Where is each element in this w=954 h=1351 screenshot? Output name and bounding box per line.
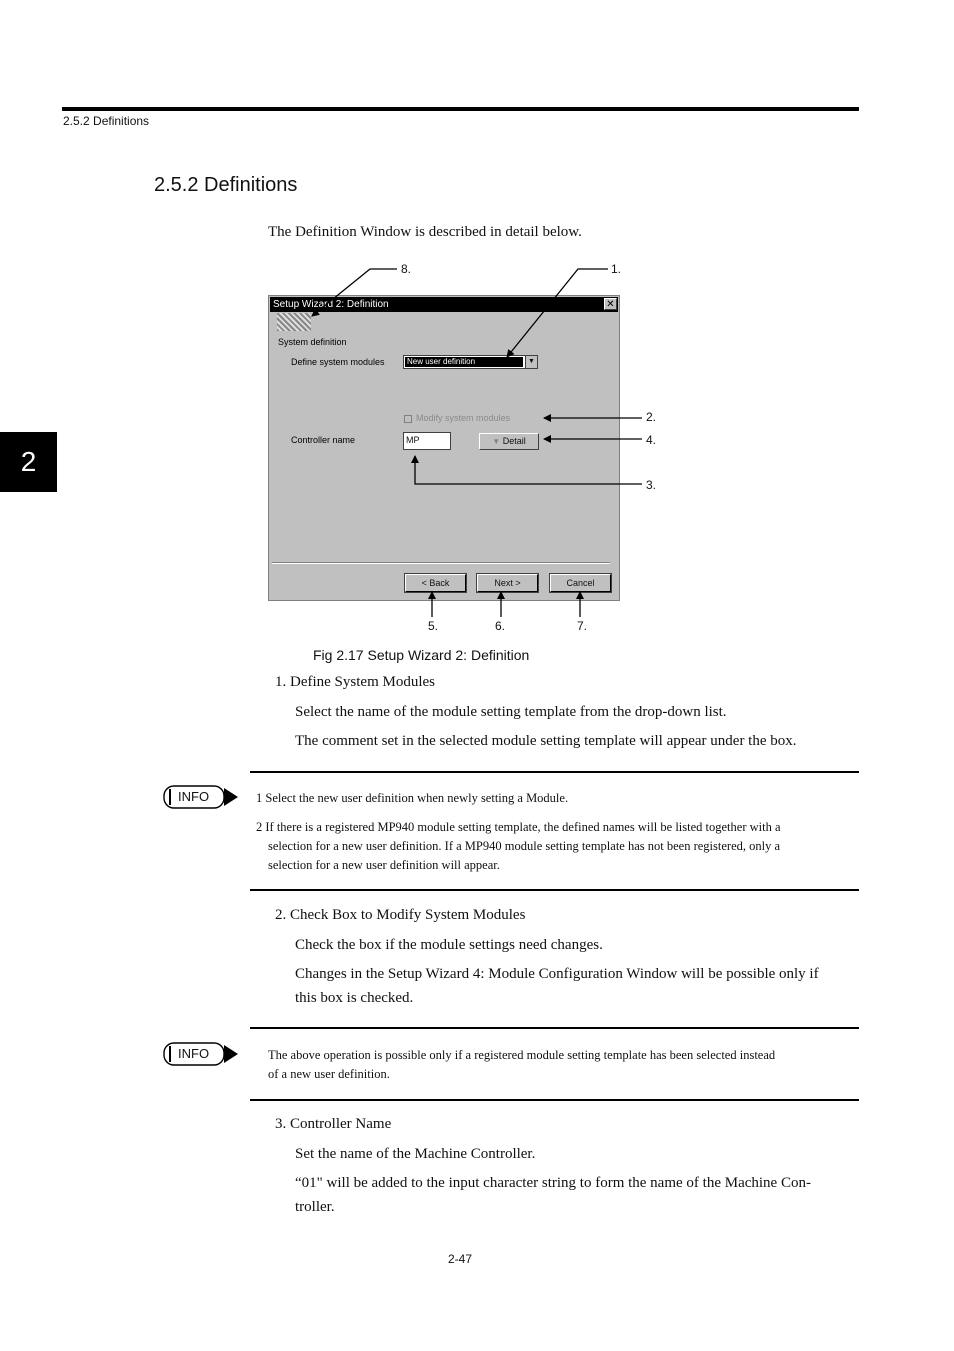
intro-text: The Definition Window is described in detail below. [268, 224, 582, 240]
info1-note: selection for a new user definition will appear. [268, 858, 500, 872]
info2-line: of a new user definition. [268, 1067, 390, 1081]
info2-line: The above operation is possible only if a registered module setting template has been selected instead [268, 1048, 776, 1062]
info1-note: selection for a new user definition. If a MP940 module setting template has not been registered, only a [268, 839, 781, 853]
define-modules-label: Define system modules [291, 357, 385, 367]
item1-line: Select the name of the module setting template from the drop-down list. [295, 704, 727, 720]
dialog-title: Setup Wizard 2: Definition [270, 297, 618, 312]
info1-note: 2 If there is a registered MP940 module setting template, the defined names will be listed together with a [256, 820, 781, 834]
info2-badge: INFO [178, 1046, 210, 1061]
info1-note: 1 Select the new user definition when newly setting a Module. [256, 791, 569, 805]
page-number: 2-47 [448, 1252, 473, 1266]
running-header: 2.5.2 Definitions [63, 114, 150, 128]
detail-button-label: Detail [502, 436, 526, 446]
callout-7: 7. [577, 619, 588, 633]
info2-bottom-rule [250, 1099, 859, 1101]
item3-line: Set the name of the Machine Controller. [295, 1146, 536, 1162]
info1-badge: INFO [178, 789, 210, 804]
item1-title: 1. Define System Modules [275, 674, 435, 690]
item3-line: troller. [295, 1199, 335, 1215]
callout-1: 1. [611, 262, 622, 276]
info1-bottom-rule [250, 889, 859, 891]
callout-8: 8. [401, 262, 412, 276]
callout-5: 5. [428, 619, 439, 633]
callout-2: 2. [646, 410, 657, 424]
item3-title: 3. Controller Name [275, 1116, 392, 1132]
cancel-button[interactable]: Cancel [550, 574, 611, 592]
controller-name-label: Controller name [291, 435, 356, 445]
close-icon[interactable]: ✕ [604, 298, 617, 310]
section-title: 2.5.2 Definitions [154, 174, 298, 196]
item2-line: Check the box if the module settings need changes. [295, 937, 603, 953]
callout-3: 3. [646, 478, 657, 492]
item3-line: “01" will be added to the input character string to form the name of the Machine Con- [295, 1175, 811, 1191]
controller-name-input[interactable]: MP [403, 432, 451, 450]
info1-top-rule [250, 771, 859, 773]
info2-top-rule [250, 1027, 859, 1029]
item2-title: 2. Check Box to Modify System Modules [275, 907, 526, 923]
callout-4: 4. [646, 433, 657, 447]
callout-6: 6. [495, 619, 506, 633]
item2-line: this box is checked. [295, 990, 414, 1006]
item2-line: Changes in the Setup Wizard 4: Module Configuration Window will be possible only if [295, 966, 819, 982]
chevron-down-icon[interactable]: ▼ [525, 356, 537, 368]
triangle-down-icon: ▼ [492, 437, 501, 446]
next-button[interactable]: Next > [477, 574, 538, 592]
define-modules-value: New user definition [405, 357, 523, 367]
modify-modules-label: Modify system modules [416, 413, 511, 423]
figure-caption: Fig 2.17 Setup Wizard 2: Definition [313, 647, 530, 663]
chapter-tab: 2 [0, 432, 57, 492]
back-button[interactable]: < Back [405, 574, 466, 592]
item1-line: The comment set in the selected module setting template will appear under the box. [295, 733, 797, 749]
system-definition-label: System definition [278, 337, 347, 347]
